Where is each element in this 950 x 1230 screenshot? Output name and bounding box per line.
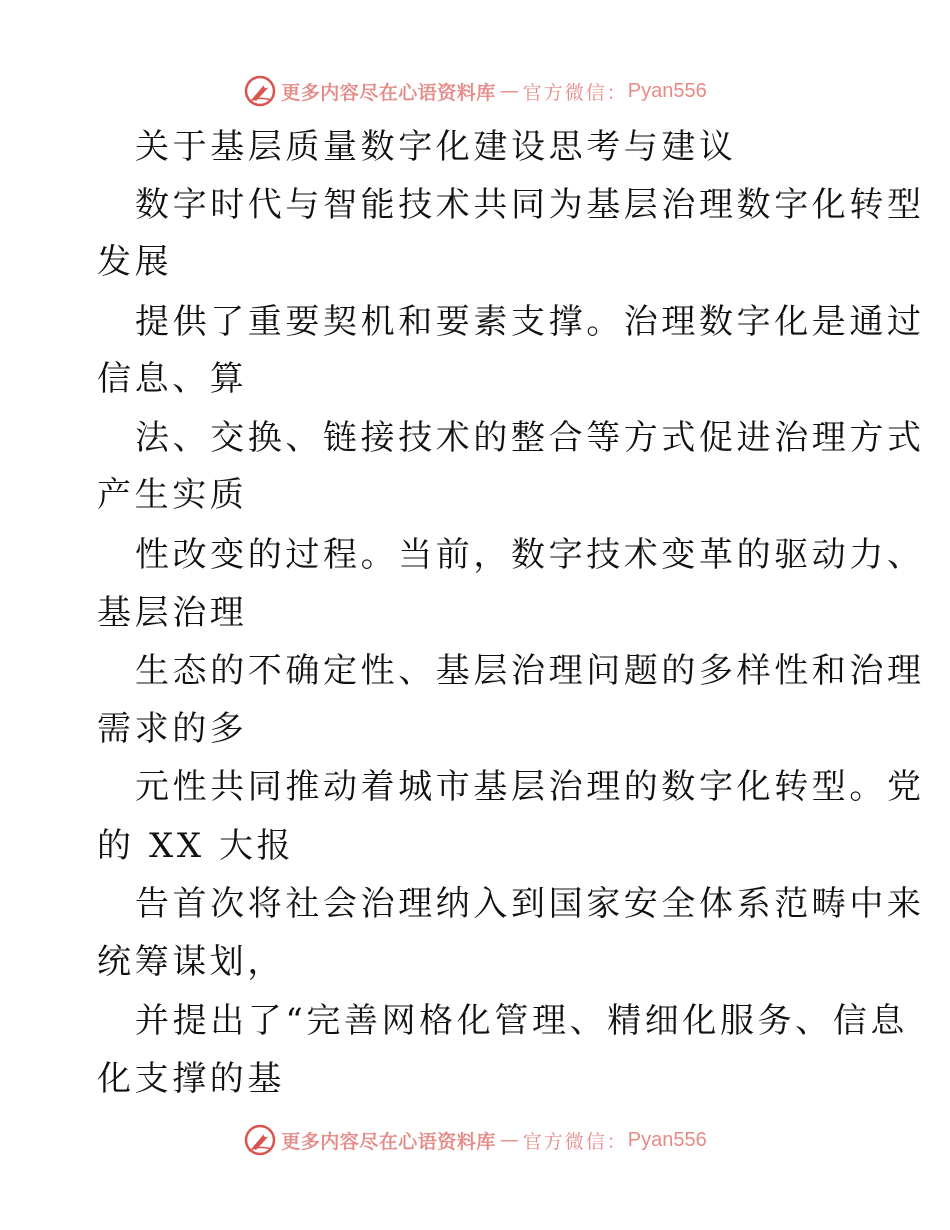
text-line: 数字时代与智能技术共同为基层治理数字化转型	[135, 185, 925, 225]
watermark-label: 官方微信：	[522, 81, 628, 104]
text-line: 并提出了“完善网格化管理、精细化服务、信息	[135, 1001, 908, 1041]
pen-logo-icon	[243, 74, 277, 108]
text-line: 元性共同推动着城市基层治理的数字化转型。党	[135, 767, 925, 807]
watermark-account: Pyan556	[627, 79, 707, 102]
text-line: 的 XX 大报	[97, 826, 295, 866]
text-line: 化支撑的基	[97, 1059, 285, 1099]
watermark-brand: 更多内容尽在心语资料库	[281, 1130, 496, 1153]
text-line: 提供了重要契机和要素支撑。治理数字化是通过	[135, 302, 925, 342]
watermark-account: Pyan556	[627, 1128, 707, 1151]
text-line: 性改变的过程。当前，数字技术变革的驱动力、	[135, 535, 925, 575]
text-line: 基层治理	[97, 593, 248, 633]
text-line: 法、交换、链接技术的整合等方式促进治理方式	[135, 418, 925, 458]
watermark-label: 官方微信：	[522, 1130, 628, 1153]
watermark-brand: 更多内容尽在心语资料库	[281, 81, 496, 104]
document-title: 关于基层质量数字化建设思考与建议	[135, 127, 737, 167]
pen-logo-icon	[243, 1123, 277, 1157]
text-line: 统筹谋划，	[97, 942, 285, 982]
text-line: 发展	[97, 242, 173, 282]
text-line: 告首次将社会治理纳入到国家安全体系范畴中来	[135, 884, 925, 924]
text-line: 信息、算	[97, 359, 248, 399]
watermark-bottom	[0, 1120, 950, 1160]
watermark-dash: —	[499, 1129, 519, 1151]
watermark-top	[0, 71, 950, 111]
watermark-dash: —	[499, 80, 519, 102]
text-line: 需求的多	[97, 709, 248, 749]
text-line: 生态的不确定性、基层治理问题的多样性和治理	[135, 651, 925, 691]
text-line: 产生实质	[97, 475, 248, 515]
